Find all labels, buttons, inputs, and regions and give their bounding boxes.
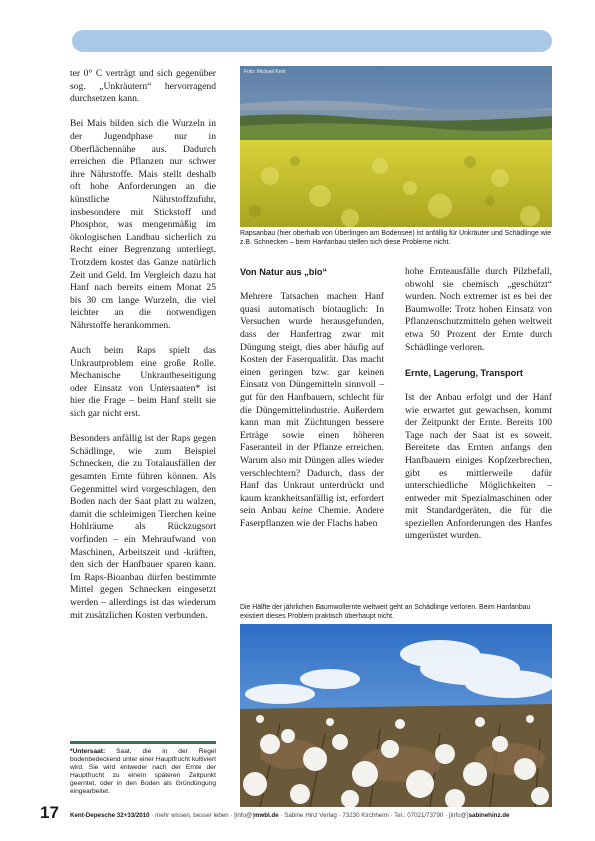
website-link[interactable]: sabinehinz.de (468, 812, 510, 819)
paragraph: Auch beim Raps spielt das Unkrautproblem eine große Rolle. Mechanische Unkrautbeseitigung oder Einsatz von Untersaaten* ist hier die Frage – beim Hanf stellt sie sich gar nicht erst. (70, 345, 216, 420)
issue-label: Kent-Depesche 32+33/2010 (70, 812, 150, 819)
publisher-info: · Sabine Hinz Verlag · 73230 Kirchheim · Tel.: 07021/73790 · [info@] (280, 812, 469, 819)
footnote-text: Saat, die in der Regel bodenbedeckend unter einer Hauptfrucht kultiviert wird. Sie wird entweder nach der Ernte der Hauptfrucht zu einem späteren Zeitpunkt geerntet, oder in den Boden als Gründüngung eingearbeitet. (70, 748, 216, 796)
paragraph: ter 0° C verträgt und sich gegenüber sog. „Unkräutern“ hervorragend durchsetzen kann. (70, 68, 216, 105)
emphasis-text: keine (292, 505, 313, 517)
text-column-2 (240, 266, 384, 543)
footnote (70, 748, 216, 797)
photo-credit: Foto: Michael Kent (244, 69, 286, 75)
rapeseed-field-image (240, 66, 552, 227)
text-column-1 (70, 68, 216, 635)
paragraph-text: Mehrere Tatsachen machen Hanf quasi automatisch biotauglich: In Versuchen wurde herausgefunden, dass der Hanfertrag zwar mit Düngung steigt, dies aber häufig auf Kosten der Faserqualität. Das macht einen geringen bzw. gar keinen Einsatz von Düngemitteln sinnvoll – gut für den Hanfbauern, schlecht für die Düngemittelindustrie. Außerdem kann man mit Züchtungen bessere Erträge sowie einen höheren Faseranteil in der Pflanze erreichen. Warum also mit Düngen alles wieder verschlechtern? Dadurch, dass der Hanf das Unkraut unterdrückt und kaum krankheitsanfällig ist, erfordert sein Anbau (240, 291, 384, 517)
footnote-divider (70, 741, 216, 744)
section-heading: Ernte, Lagerung, Transport (405, 367, 523, 378)
text-column-3 (405, 266, 552, 556)
page-number: 17 (40, 803, 59, 822)
paragraph: Besonders anfällig ist der Raps gegen Schädlinge, wie zum Beispiel Schnecken, die zu Totalausfällen der gesamten Ernte führen können. Als Gegenmittel wird vorgeschlagen, den Boden nach der Saat platt zu walzen, damit die schleimigen Tierchen keine Hohlräume als Rückzugsort vorfinden – ein Mehraufwand von Maschinen, Arbeitszeit und -kräften, den sich der Hanfbauer sparen kann. Im Raps-Bioanbau dürfen bestimmte Mittel gegen Schnecken eingesetzt werden – allerdings ist das wiederum mit zusätzlichen Kosten verbunden. (70, 433, 216, 621)
slogan: · mehr wissen, besser leben · [info@] (151, 812, 254, 819)
website-link[interactable]: mwbl.de (253, 812, 279, 819)
paragraph: Bei Mais bilden sich die Wurzeln in der Jugendphase nur in Oberflächennähe aus. Dadurch erreichen die Pflanzen nur schwer ihre Nährstoffe. Mais stellt deshalb oft hohe Anforderungen an die künstliche Nährstoffzufuhr, insbesondere mit Stickstoff und Phosphor, was mengenmäßig im ökologischen Landbau sicherlich zu Recht einer Begrenzung unterliegt. Trotzdem kostet das Ganze natürlich Zeit und Geld. Im Vergleich dazu hat Hanf nach bereits einem Monat 25 bis 30 cm lange Wurzeln, die viel leichter an die notwendigen Nährstoffe herankommen. (70, 118, 216, 331)
paragraph-text: Chemie. Andere Faserpflanzen wie der Flachs haben (240, 505, 384, 529)
photo-caption: Die Hälfte der jährlichen Baumwollernte weltweit geht an Schädlinge verloren. Beim Hanfanbau existiert dieses Problem praktisch überhaupt nicht. (240, 604, 531, 620)
footnote-term: *Untersaat: (70, 748, 106, 755)
paragraph: hohe Ernteausfälle durch Pilzbefall, obwohl sie chemisch „geschützt“ wurden. Noch extremer ist es bei der Baumwolle: Trotz hohen Einsatz von Pflanzenschutzmitteln gehen weltweit etwa 50 Prozent der Ernte durch Schädlinge verloren. (405, 266, 552, 353)
paragraph (240, 291, 384, 530)
photo-caption: Rapsanbau (hier oberhalb von Überlingen am Bodensee) ist anfällig für Unkräuter und Schädlinge wie z.B. Schnecken – beim Hanfanbau stellen sich diese Probleme nicht. (240, 230, 552, 246)
cotton-field-photo (240, 624, 552, 807)
cotton-field-image (240, 624, 552, 807)
section-heading: Von Natur aus „bio“ (240, 267, 328, 277)
rapeseed-field-photo (240, 66, 552, 227)
footer (70, 812, 555, 819)
paragraph: Ist der Anbau erfolgt und der Hanf wie erwartet gut gewachsen, kommt der Zeitpunkt der Ernte. Bereits 100 Tage nach der Saat ist es soweit. Bereitete das Ernten anfangs den Hanfbauern einiges Kopfzerbrechen, gibt es mittlerweile dafür unterschiedliche Möglichkeiten – entweder mit Spezialmaschinen oder mit Standardgeräten, die für die speziellen Anforderungen des Hanfes umgerüstet wurden. (405, 391, 552, 542)
header-bar (72, 30, 552, 52)
